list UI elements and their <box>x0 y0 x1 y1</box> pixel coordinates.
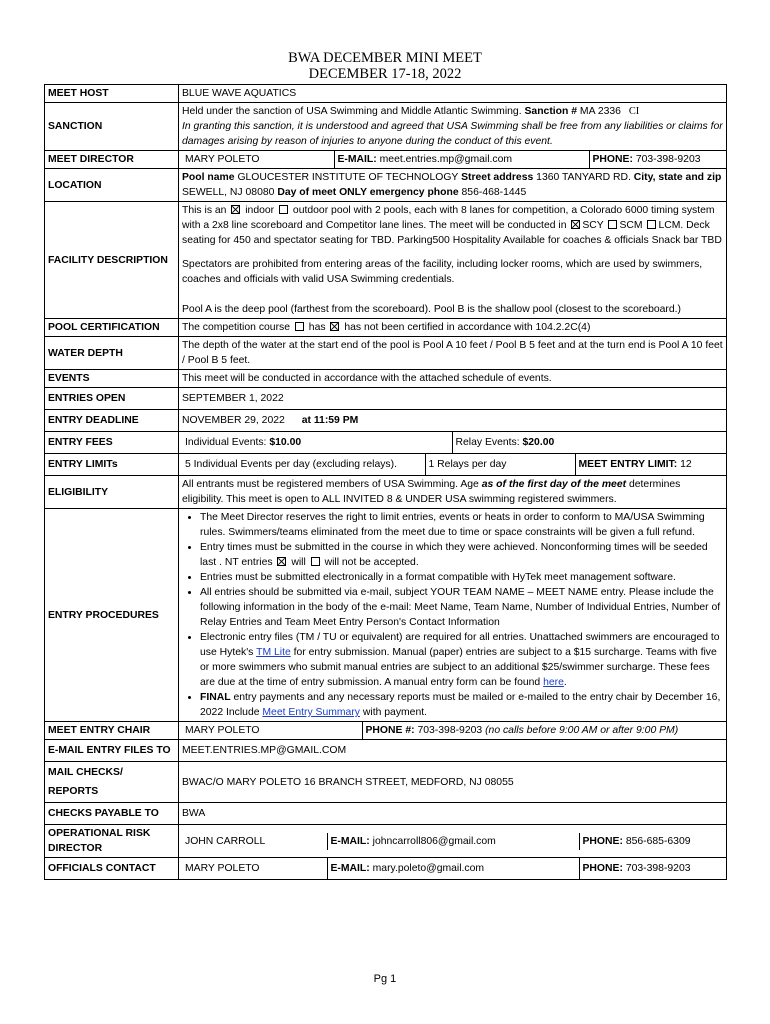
pool-cert-label: POOL CERTIFICATION <box>45 319 179 337</box>
manual-entry-form-link[interactable]: here <box>543 677 564 688</box>
officials-name: MARY POLETO <box>185 863 260 874</box>
sanction-number: MA 2336 <box>579 106 621 117</box>
row-pool-certification: POOL CERTIFICATION The competition course has has not been certified in accordance with 104.2.2C(4) <box>45 319 727 337</box>
row-entry-deadline <box>45 410 727 432</box>
entry-deadline-time: at 11:59 PM <box>301 415 359 426</box>
entry-fees-label: ENTRY FEES <box>45 432 179 454</box>
checks-payable-value: BWA <box>179 803 727 825</box>
water-depth-label: WATER DEPTH <box>45 337 179 370</box>
entry-limits-label: ENTRY LIMITs <box>45 454 179 476</box>
list-item: • FINAL entry payments and any necessary reports must be mailed or e-mailed to the entry chair by December 16, 2022 Include Meet Entry Summary with payment. <box>200 690 723 720</box>
meet-host-label: MEET HOST <box>45 85 179 103</box>
meet-info-table <box>44 84 727 880</box>
sanction-line: Held under the sanction of USA Swimming and Middle Atlantic Swimming. Sanction # MA 2336 CI <box>182 106 640 117</box>
entry-procedures-label: ENTRY PROCEDURES <box>45 509 179 722</box>
indoor-checkbox-checked-icon[interactable] <box>231 205 240 214</box>
entries-open-value: SEPTEMBER 1, 2022 <box>179 388 727 410</box>
location-value: Pool name GLOUCESTER INSTITUTE OF TECHNOLOGY Street address 1360 TANYARD RD. City, state and zip SEWELL, NJ 08080 Day of meet ONLY emergency phone 856-468-1445 <box>179 169 727 202</box>
entries-open-label: ENTRIES OPEN <box>45 388 179 410</box>
spectators-note: Spectators are prohibited from entering areas of the facility, including locker rooms, which are used by swimmers, coaches and officials with valid USA Swimming credentials. <box>182 259 703 285</box>
row-officials-contact: OFFICIALS CONTACT MARY POLETO E-MAIL: mary.poleto@gmail.com PHONE: 703-398-9203 <box>45 858 727 880</box>
meet-director-email: meet.entries.mp@gmail.com <box>379 154 513 165</box>
risk-director-name: JOHN CARROLL <box>185 835 266 847</box>
list-item: • Electronic entry files (TM / TU or equivalent) are required for all entries. Unattached swimmers are encouraged to use Hytek's TM Lite for entry submission. Manual (paper) entries are subject to a $15 surcharge. Teams with five or more swimmers who submit manual entries are subject to an additional $25/swimmer surcharge. These fees are due at the time of entry submission. A manual entry form can be found here. <box>200 630 723 690</box>
outdoor-checkbox-icon[interactable] <box>279 205 288 214</box>
row-entry-limits: ENTRY LIMITs 5 Individual Events per day (excluding relays). 1 Relays per day MEET ENTRY LIMIT: 12 <box>45 454 727 476</box>
procedures-list <box>182 510 723 720</box>
events-value: This meet will be conducted in accordance with the attached schedule of events. <box>179 370 727 388</box>
meet-entry-chair-phone: 703-398-9203 <box>417 725 483 736</box>
meet-entry-chair-label: MEET ENTRY CHAIR <box>45 722 179 740</box>
relay-limit: 1 Relays per day <box>425 454 575 475</box>
row-email-entry-files <box>45 740 727 762</box>
individual-fee: $10.00 <box>269 437 302 448</box>
list-item: • All entries should be submitted via e-mail, subject YOUR TEAM NAME – MEET NAME entry. Please include the following information in the body of the e-mail: Meet Name, Team Name, Number of Individual Entries, Number of Relay Entries and Team Meet Entry Person's Contact Information <box>200 585 723 630</box>
meet-dates: DECEMBER 17-18, 2022 <box>308 66 462 82</box>
relay-fee: $20.00 <box>522 437 555 448</box>
meet-entry-summary-link[interactable]: Meet Entry Summary <box>262 707 360 718</box>
meet-entry-chair-name: MARY POLETO <box>185 725 260 736</box>
nt-will-checkbox-checked-icon[interactable] <box>277 557 286 566</box>
list-item: • The Meet Director reserves the right to limit entries, events or heats in order to conform to MA/USA Swimming rules. Swimmers/teams eliminated from the meet due to time or space constraints will be given a full refund. <box>200 510 723 540</box>
entry-deadline-label: ENTRY DEADLINE <box>45 410 179 432</box>
officials-label: OFFICIALS CONTACT <box>45 858 179 880</box>
eligibility-label: ELIGIBILITY <box>45 476 179 509</box>
meet-director-phone: 703-398-9203 <box>635 154 701 165</box>
facility-value: This is an indoor outdoor pool with 2 pools, each with 8 lanes for competition, a Colorado 6000 timing system with a 2x8 line scoreboard and Competitor lane lines. The meet will be conducted in SCY SCM LCM. Deck seating for 450 and spectator seating for TBD. Parking500 Hospitality Available for coaches & officials Snack bar TBD Spectators are prohibited from entering areas of the facility, including locker rooms, which are used by swimmers, coaches and officials with valid USA Swimming credentials. Pool A is the deep pool (farthest from the scoreboard). Pool B is the shallow pool (closest to the scoreboard.) <box>179 202 727 319</box>
sanction-label: SANCTION <box>45 103 179 151</box>
checks-payable-label: CHECKS PAYABLE TO <box>45 803 179 825</box>
tm-lite-link[interactable]: TM Lite <box>256 647 291 658</box>
row-meet-entry-chair: MEET ENTRY CHAIR MARY POLETO PHONE #: 703-398-9203 (no calls before 9:00 AM or after 9:00 PM) <box>45 722 727 740</box>
eligibility-value: All entrants must be registered members of USA Swimming. Age as of the first day of the meet determines eligibility. This meet is open to ALL INVITED 8 & UNDER USA swimming registered swimmers. <box>179 476 727 509</box>
officials-phone: 703-398-9203 <box>625 863 691 874</box>
risk-director-email: johncarroll806@gmail.com <box>372 835 496 847</box>
location-label: LOCATION <box>45 169 179 202</box>
row-meet-host <box>45 85 727 103</box>
row-checks-payable <box>45 803 727 825</box>
nt-will-not-checkbox-icon[interactable] <box>311 557 320 566</box>
page-number: Pg 1 <box>373 973 397 985</box>
mail-checks-value: BWAC/O MARY POLETO 16 BRANCH STREET, MEDFORD, NJ 08055 <box>179 762 727 803</box>
meet-host-value: BLUE WAVE AQUATICS <box>179 85 727 103</box>
row-risk-director: OPERATIONAL RISK DIRECTOR JOHN CARROLL E-MAIL: johncarroll806@gmail.com PHONE: 856-685-6309 <box>45 825 727 858</box>
row-facility <box>45 202 727 319</box>
row-eligibility <box>45 476 727 509</box>
water-depth-value: The depth of the water at the start end of the pool is Pool A 10 feet / Pool B 5 feet and at the turn end is Pool A 10 feet / Pool B 5 feet. <box>179 337 727 370</box>
email-entry-label: E-MAIL ENTRY FILES TO <box>45 740 179 762</box>
facility-label: FACILITY DESCRIPTION <box>45 202 179 319</box>
scm-checkbox-icon[interactable] <box>608 220 617 229</box>
meet-entry-limit: 12 <box>680 459 692 470</box>
officials-email: mary.poleto@gmail.com <box>372 863 485 874</box>
row-entry-procedures <box>45 509 727 722</box>
row-entry-fees: ENTRY FEES Individual Events: $10.00 Relay Events: $20.00 <box>45 432 727 454</box>
list-item: • Entries must be submitted electronically in a format compatible with HyTek meet management software. <box>200 570 723 585</box>
meet-director-label: MEET DIRECTOR <box>45 151 179 169</box>
events-label: EVENTS <box>45 370 179 388</box>
certified-has-not-checkbox-checked-icon[interactable] <box>330 322 339 331</box>
row-mail-checks <box>45 762 727 803</box>
row-entries-open <box>45 388 727 410</box>
row-meet-director: MEET DIRECTOR MARY POLETO E-MAIL: meet.entries.mp@gmail.com PHONE: 703-398-9203 <box>45 151 727 169</box>
row-events <box>45 370 727 388</box>
pool-layout-note: Pool A is the deep pool (farthest from the scoreboard). Pool B is the shallow pool (closest to the scoreboard.) <box>182 304 682 315</box>
lcm-checkbox-icon[interactable] <box>647 220 656 229</box>
mail-checks-label: MAIL CHECKS/ REPORTS <box>45 762 179 803</box>
sanction-disclaimer: In granting this sanction, it is understood and agreed that USA Swimming shall be free from any liabilities or claims for damages arising by reason of injuries to anyone during the conduct of this event. <box>182 121 723 147</box>
row-sanction <box>45 103 727 151</box>
entry-deadline-date: NOVEMBER 29, 2022 <box>182 415 285 426</box>
risk-director-label: OPERATIONAL RISK DIRECTOR <box>45 825 179 858</box>
scy-checkbox-checked-icon[interactable] <box>571 220 580 229</box>
certified-has-checkbox-icon[interactable] <box>295 322 304 331</box>
list-item: • Entry times must be submitted in the course in which they were achieved. Nonconforming times will be seeded last . NT entries will will not be accepted. <box>200 540 723 570</box>
document-title: BWA DECEMBER MINI MEET <box>288 50 482 66</box>
row-location <box>45 169 727 202</box>
meet-director-name: MARY POLETO <box>185 154 260 165</box>
risk-director-phone: 856-685-6309 <box>625 835 691 847</box>
email-entry-value: MEET.ENTRIES.MP@GMAIL.COM <box>179 740 727 762</box>
individual-limit: 5 Individual Events per day (excluding relays). <box>185 459 397 470</box>
row-water-depth <box>45 337 727 370</box>
